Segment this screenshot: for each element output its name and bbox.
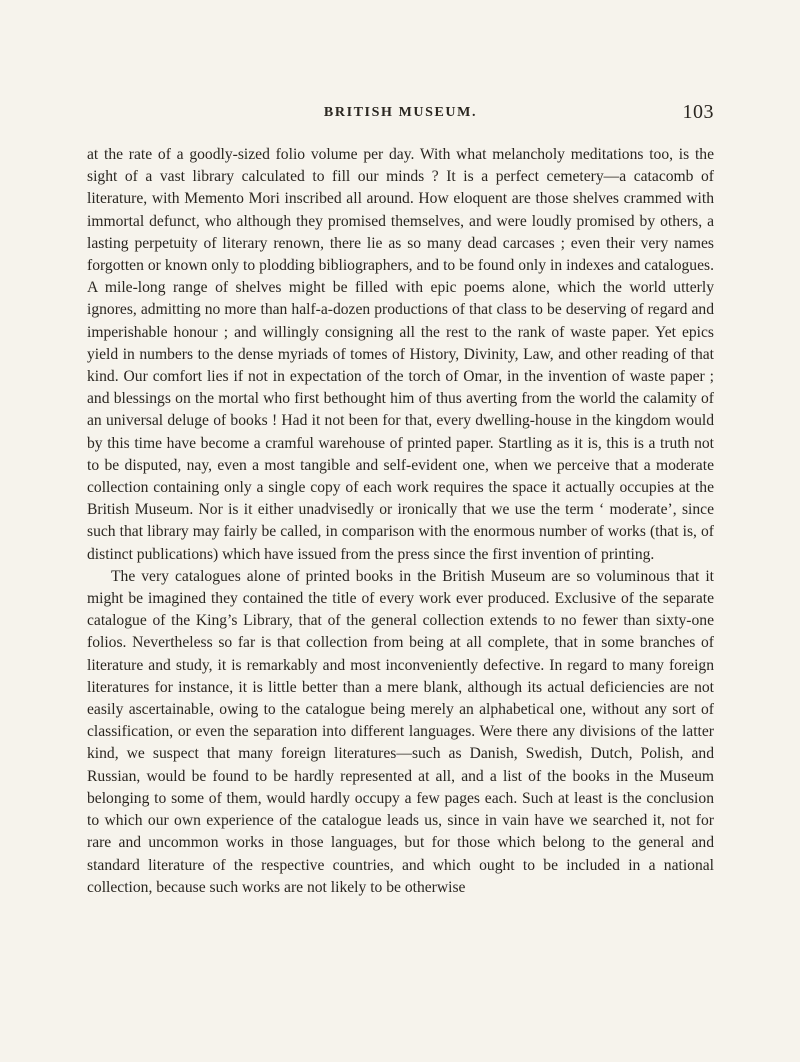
paragraph: The very catalogues alone of printed books in the British Museum are so voluminous that it might be imagined they contained the title of every work ever produced. Exclusive of the separate catalogue of the King’s Library, that of the general collection extends to no fewer than sixty-one folios. Nevertheless so far is that collection from being at all complete, that in some branches of literature and study, it is remarkably and most inconveniently defective. In regard to many foreign literatures for instance, it is little better than a mere blank, although its actual deficiencies are not easily ascertainable, owing to the catalogue being merely an alphabetical one, without any sort of classification, or even the separation into different languages. Were there any divisions of the latter kind, we suspect that many foreign literatures—such as Danish, Swedish, Dutch, Polish, and Russian, would be found to be hardly represented at all, and a list of the books in the Museum belonging to some of them, would hardly occupy a few pages each. Such at least is the conclusion to which our own experience of the catalogue leads us, since in vain have we searched it, not for rare and uncommon works in those languages, but for those which belong to the general and standard literature of the respective countries, and which ought to be included in a national collection, because such works are not likely to be otherwise	[87, 567, 714, 896]
body-text	[87, 144, 714, 899]
running-head	[87, 101, 714, 131]
paragraph: at the rate of a goodly-sized folio volume per day. With what melancholy meditations too, is the sight of a vast library calculated to fill our minds ? It is a perfect cemetery—a catacomb of literature, with Memento Mori inscribed all around. How eloquent are those shelves crammed with immortal defunct, who although they promised themselves, and were loudly promised by others, a lasting perpetuity of literary renown, there lie as so many dead carcases ; even their very names forgotten or known only to plodding bibliographers, and to be found only in indexes and catalogues. A mile-long range of shelves might be filled with epic poems alone, which the world utterly ignores, admitting no more than half-a-dozen productions of that class to be deserving of regard and imperishable honour ; and willingly consigning all the rest to the rank of waste paper. Yet epics yield in numbers to the dense myriads of tomes of History, Divinity, Law, and other reading of that kind. Our comfort lies if not in expectation of the torch of Omar, in the invention of waste paper ; and blessings on the mortal who first bethought him of thus averting from the world the calamity of an universal deluge of books ! Had it not been for that, every dwelling-house in the kingdom would by this time have become a cramful warehouse of printed paper. Startling as it is, this is a truth not to be disputed, nay, even a most tangible and self-evident one, when we perceive that a moderate collection containing only a single copy of each work requires the space it actually occupies at the British Museum. Nor is it either unadvisedly or ironically that we use the term ‘ moderate’, since such that library may fairly be called, in comparison with the enormous number of works (that is, of distinct publications) which have issued from the press since the first invention of printing.	[87, 146, 714, 563]
page-number: 103	[682, 101, 714, 123]
running-title: BRITISH MUSEUM.	[323, 105, 478, 120]
